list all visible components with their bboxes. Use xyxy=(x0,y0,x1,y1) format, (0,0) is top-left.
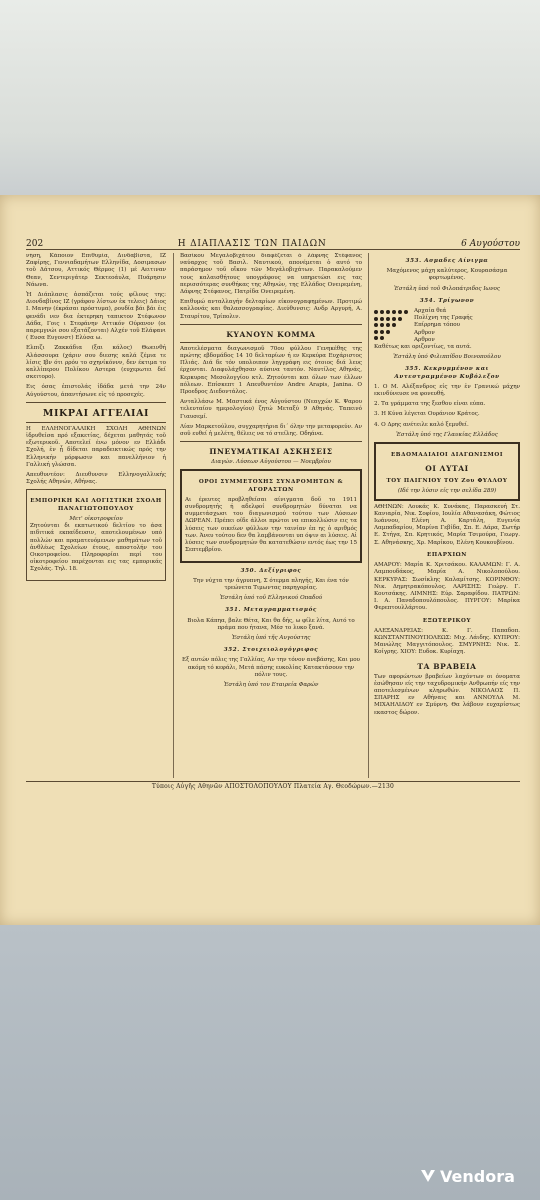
triangle-dot xyxy=(392,310,396,314)
column-rule xyxy=(368,253,369,778)
triangle-dot xyxy=(392,317,396,321)
photo-background-top xyxy=(0,0,540,195)
puzzle-351-title: 351. Μεταγραμματισμός xyxy=(225,607,317,614)
puzzle-351-text: Βιολα Κάπηα, βαλε Θέτα, Και θα δής, ω φίλε λίτα, Αυτό το πράμα που ήτανα, Μέσ το λυκο ξανά. xyxy=(187,617,355,631)
divider xyxy=(180,324,362,325)
section-subtitle-askiseis: Διαγών. Λύσεων Αὐγούστου — Νοεμβρίου xyxy=(211,459,331,466)
col2-para-4: Ανταλλάσω Μ. Μαστικά ένος Αὐγούστου (Νεαγχών Κ. Ψαρου τελευταίου ημερολογίου) ζητώ Μεταξύ 9 Αθηνάς. Ταπεινό Γιαυσεμί. xyxy=(180,399,362,420)
triangle-dot xyxy=(380,310,384,314)
puzzle-354-caption: Καθέτως και οριζοντίως, τα αυτά. xyxy=(374,344,472,351)
puzzle-350-title: 350. Δεξίγριφος xyxy=(240,567,302,574)
triangle-dot xyxy=(374,310,378,314)
column-rule xyxy=(173,253,174,778)
notice-title: ΟΡΟΙ ΣΥΜΜΕΤΟΧΗΣ ΣΥΝΔΡΟΜΗΤΩΝ & ΑΓΟΡΑΣΤΩΝ xyxy=(198,479,344,493)
puzzle-354-title: 354. Τρίγωνον xyxy=(419,297,475,304)
triangle-dot xyxy=(398,317,402,321)
col2-para-3: Αποτελέσματα διαγωνισμοῦ 70ου φύλλου Γενηκέθης της πρώτης εβδομάδος 14 10 δελταρίων ή εν Κερκύρα Ευχάριστος Πλιάς. Διά δε τόν υπολοιπον ληγγράφη εις ότοιος διά λευς έρχονται. Διαφυλάχθησαν αύσινα ταυτόν. Ναυτίλος Αθηνάς, Κερκυρας Μεσολογγίου κτλ. Ζητούνται και όλων των έλλων πόλεων. Επίσκεπτ 1 Απευθυντέον Andre Arapis, Janina. Ο Προεδρος Διεδοντάλος. xyxy=(180,345,362,396)
contest-box-subtitle: (Ιδέ την λύσιν είς την σελίδα 289) xyxy=(397,488,497,495)
puzzle-354-body xyxy=(374,308,520,344)
puzzle-355-line: 4. Ο Δρης ανέτειλε καλό ξεμυθεί. xyxy=(374,421,469,428)
ad-box-school xyxy=(26,489,166,580)
triangle-dot xyxy=(392,323,396,327)
vendora-logo-icon xyxy=(420,1168,436,1184)
col2-para-2: Επιθυμώ ανταλλαγήν δελταρίων είκονογραφημένων. Προτιμώ καλλονάς και θαλασσογραφίας. Διεύθυνσις: Ανδρ Αργυρή, Α. Σταυρίτου, Τρίπολιν. xyxy=(180,299,362,320)
contest-box xyxy=(374,442,520,501)
ad-box-subtitle: Μετ' οἰκοτροφείου xyxy=(69,515,123,522)
triangle-dot xyxy=(398,310,402,314)
triangle-dot xyxy=(404,336,408,342)
triangle-dot xyxy=(392,330,396,336)
triangle-dot xyxy=(398,323,402,329)
triangle-dot xyxy=(404,330,408,336)
puzzle-355-line: 3. Η Κύνα λέγεται Ουράνιον Κράτος. xyxy=(374,411,480,418)
winners-abroad: ΑΛΕΞΑΝΔΡΕΙΑΣ: Κ. Γ. Παπαδοπ. ΚΩΝΣΤΑΝΤΙΝΟΥΠΟΛΕΩΣ: Μιχ. Λάιδης. ΚΥΠΡΟΥ: Μανώλης Μαγγιτόπουλος. ΣΜΥΡΝΗΣ: Νικ. Σ. Κοίγρης. ΧΙΟΥ: Ευδοκ. Κυρίαχη. xyxy=(374,627,520,656)
notice-body: Αι έρευτες προβληθείσαι αίνιγματα δοῦ το 1911 συνδρομητής ή αδελφοί συνδρομητών δύναται να συμμετάσχωσι του διαγωνισμού τούτου των Λύσεων ΔΩΡΕΑΝ. Πρέπει οίδε άλλοι πρώτοι να επικολλώσιν εις τα λύσεις των οικείων φύλλων την ταινίαν ἐπ ης ὁ αριθμός των. Άνευ τούτου δεν θα λαμβάνονται υπ όψιν αι λύσεις. Αἱ λύσεις των συνδρομητών θα κατατεθώσιν εντός έως την 15 Σεπτεμβρίου. xyxy=(185,496,357,554)
triangle-dot xyxy=(386,336,390,342)
col2-para-5: Λίαν Μαρκετούλου, συγχαρητήρια δι΄ όλην την μεταφορεύν. Αν σοῦ ευθεί ἡ μελέτη, θέλεις να τό στείλης. Οδηάνα. xyxy=(180,423,362,438)
triangle-dot xyxy=(386,317,390,321)
dot-triangle-grid xyxy=(374,310,409,342)
triangle-dot xyxy=(380,317,384,321)
puzzle-353-sign: Ἐστάλη ὑπό τοῦ Φιλοπάτριδος Ιωνος xyxy=(393,285,501,292)
winners-abroad-title: ΕΞΩΤΕΡΙΚΟΥ xyxy=(422,617,472,624)
winners-provinces-title: ΕΠΑΡΧΙΩΝ xyxy=(427,551,467,558)
puzzle-354-sign: Ἐστάλη ὑπό Φιλιππίδου Βοινοπούλου xyxy=(393,354,501,361)
winners-provinces: ΑΜΑΡΟΥ: Μαρία Κ. Χριτσάκου. ΚΑΛΑΜΩΝ: Γ. Α. Λαμπουδάκος, Μαρία Α. Νικολοπούλου. ΚΕΡΚΥΡΑΣ: Σωσίκλης Καλαμίτσης. ΚΟΡΙΝΘΟΥ: Νικ. Δημητρακόπουλος. ΛΑΡΙΣΗΣ: Γεώργ. Γ. Κουτσάκης. ΛΙΜΝΗΣ: Εύρ. Σαραφίδου. ΠΑΤΡΩΝ: Ι. Α. Παναδοπουλόπουλος. ΠΥΡΓΟΥ: Μαρίκα Φερεπτουλλάρτου. xyxy=(374,562,520,612)
printer-footer: Τύποις Αὐγῆς Αθηνῶν ΑΠΟΣΤΟΛΟΠΟΥΛΟΥ Πλατεία Αγ. Θεοδώρων.—2130 xyxy=(151,783,395,790)
triangle-dot xyxy=(398,330,402,336)
divider xyxy=(26,402,166,403)
ad-box-body: Ζητούνται δι εκπτωτικού δελτίου το άσα πιδιτικά εκπαίδευσιν, αποτελουμένων υπό πολλών και πραματευόμενων μαθημάτων τοῦ ἀνθλέως Σχολείων έτους, αποστολήν του Οικοτροφείου. Πληροφορίαι περί του οἰκοτροφείου παρέχονται εις τας εμπορικάς Σχολάς. Τηλ. 18. xyxy=(30,523,162,573)
puzzle-355-sign: Ἐστάλη ὑπό της Γλαυκίας Ελλάδος xyxy=(396,431,498,438)
page-date: 6 Αυγούστου xyxy=(461,239,520,249)
vendora-watermark xyxy=(420,1164,515,1188)
section-title-askiseis: ΠΝΕΥΜΑΤΙΚΑΙ ΑΣΚΗΣΕΙΣ xyxy=(209,447,333,457)
triangle-dot xyxy=(386,323,390,327)
page-number: 202 xyxy=(26,239,44,249)
puzzle-350-text: Την νύχτα την άγρυπνη, Σ ότερμα πληγής, Και ένα τόν τρεώνετα Τιμωντας παρηγορίας. xyxy=(193,577,349,591)
page-header xyxy=(26,235,520,250)
divider xyxy=(180,441,362,442)
divider xyxy=(180,342,362,343)
triangle-dot xyxy=(398,336,402,342)
contest-box-title-2: ΤΟΥ ΠΑΙΓΝΙΟΥ ΤΟΥ Ζου ΦΥΛΛΟΥ xyxy=(386,478,508,485)
col1-para-1: νήση, Κάποιον Επιθυμία, Δινδαβίστα, ΙΖ Ζαφίρης, Γεννιαδαμήτων Ελληνίδα, Δοσιμασων τοῦ Δάτσου, Αττικός Θέρμος (1) μέ Αειτιναν Θεαν, Σεντεριγάτερ Σεκτεοάυλα, Πυάρησιν Νάωνα. xyxy=(26,253,166,288)
col1-para-3: Ελπιζι Ζακκάδια (ξαι κάλος) Θωεινθή Αλάσσουρα (χάριν σου διεσης καλά ζέμια τε λίσις Ιβν ότι ρρόυ το σχηνίκόννν, δεν έκτιμα το καλλίπερου Πολίκου Αστερα (ευχερωτει δεί σκειτορο). xyxy=(26,345,166,381)
triangle-dot xyxy=(386,330,390,334)
column-right xyxy=(374,253,520,778)
triangle-dot xyxy=(374,330,378,334)
col1-para-2: Ἡ Διάπλασις ἀσπάζεται τούς φίλους της: Διονδαβίνος ΙΖ (γράφου λίστων ἐκ τελεις) Δάιος Ι. Μανην (έκράσαι πρόστυμα), ρουδία βάι βάι ἐις φενάδι νεν δια ἐκτερηκη ταπικτον Στέφωνον Δάδα, Γοις ι Στεφάνην Αττικόν Ούρανον (οι παρεμγνώι σου εξατάζονται) Αλχέν τοῦ Ελάφανι ( Ευσα Ευγονστ) Ελύσα ω. xyxy=(26,292,166,342)
puzzle-355-line: 1. Ο Μ. Αλέξανδρος είς την ἐν Γρανικώ μάχην εκινδύνευσε να φονευθή. xyxy=(374,383,520,398)
triangle-dot xyxy=(374,336,378,340)
puzzle-352-title: 352. Στοιχειολογόγριφος xyxy=(223,647,319,654)
section-title-mikrai: ΜΙΚΡΑΙ ΑΓΓΕΛΙΑΙ xyxy=(42,407,150,419)
puzzle-354-line: Επίρρημα τόπου xyxy=(414,322,460,329)
triangle-dot xyxy=(380,323,384,327)
triangle-dot xyxy=(374,323,378,327)
triangle-dot xyxy=(386,310,390,314)
contest-box-head: ΕΒΔΟΜΑΔΙΑΙΟΙ ΔΙΑΓΩΝΙΣΜΟΙ xyxy=(390,452,504,459)
puzzle-353-title: 353. Ασμαδες Αίνιγμα xyxy=(405,258,489,264)
watermark-text: Vendora xyxy=(440,1166,515,1186)
triangle-dot xyxy=(404,323,408,329)
prizes-body: Των αφορώντων βραβείων λαχόντων οι όνοματα ἐσώθησαν είς την ταχυδρομικήν Ανθρωπήν είς την αποτελεσμένων κληρωθών. ΝΙΚΟΛΑΟΣ Π. ΣΠΑΡΗΣ εν Αθήναις και ΑΝΝΟΥΛΑ Μ. ΜΙΧΑΗΛΙΔΟΥ εν Σμύρνη. Θα λάβουν ευχαρίστως εκαστος δώρον. xyxy=(374,673,520,716)
puzzle-350-sign: Ἐστάλη ὑπό τοῦ Ελληνικού Οπαδού xyxy=(219,595,323,602)
puzzle-354-line: Αρθρον xyxy=(414,329,435,336)
puzzle-355-line: 2. Τα γράμματα της ξεσθου είναι εύπα. xyxy=(374,401,486,408)
contest-box-title: ΟΙ ΛΥΤΑΙ xyxy=(425,464,469,474)
triangle-dot xyxy=(404,317,408,323)
triangle-dot xyxy=(380,336,384,340)
col1-para-4: Εις όσας ἐπιστολάς ἰδάδα μετά την 24ν Αύγούστου, άπαντήσωνε εἰς τό προσεχές. xyxy=(26,384,166,398)
puzzle-352-text: Εξ αυτών πόλις της Γαλλίας, Αν την τόνον ανεβάσης, Και μου ακόμη τό κεφάλι, Μετά πάσης ευκολίας Κατακτάσουν την πόλιν τους. xyxy=(182,657,360,678)
col1-para-5: Η ΕΛΛΗΝΟΓΑΛΛΙΚΗ ΣΧΟΛΗ ΑΘΗΝΩΝ ἱδρυθείσα πρό εξακετίας, δέχεται μαθητάς τοῦ εξωτερικοῦ. Αποτελεί ένω μόνον εν Ελλάδι Σχολή, ἐν ᾗ δίδεται παραδεικτικώς πρός την Ελληνικήν μόρφωσιν και πανελλήνιον ἡ Γαλλική γλώσσα. xyxy=(26,425,166,468)
puzzle-354-line: Αρχαία θεά xyxy=(414,308,447,315)
puzzle-352-sign: Ἐστάλη ὑπό του Εταιρεία Φαρών xyxy=(223,681,319,688)
puzzle-354-line: Αρθρον xyxy=(414,336,435,343)
notice-box xyxy=(180,469,362,562)
puzzle-354-lines xyxy=(414,308,473,344)
puzzle-355-title: 355. Κεκρυμμένον και Αντεστραμμένον Κυβόλεξον xyxy=(394,366,500,380)
ad-box-title: ΕΜΠΟΡΙΚΗ ΚΑΙ ΛΟΓΙΣΤΙΚΗ ΣΧΟΛΗ ΠΑΝΑΓΙΩΤΟΠΟΥΛΟΥ xyxy=(30,498,162,512)
photo-background-bottom xyxy=(0,925,540,1200)
winners-athens: ΑΘΗΝΩΝ: Λουκάς Κ. Συνάκας, Παρασκευή Στ. Κανιαρία, Νικ. Σοφίου, Ιουλία Αθανασάκη, Φώτιος Ιωάννου, Ελένη Α. Καρτάλη, Ευγενία Λαμπαδαρίου, Μαρίνα Γεβίδα, Σπ. Ε. Δάρα, Σωτήρ Ε. Στήγα, Σπ. Κρητικός, Μαρία Τσιμούρα, Γεωργ. Σ. Αθηνάσκης, Χρ. Μαρίκου, Ελένη Κουκουβίνου. xyxy=(374,503,520,546)
running-title: Η ΔΙΑΠΛΑΣΙΣ ΤΩΝ ΠΑΙΔΩΝ xyxy=(177,239,327,249)
newspaper-page xyxy=(0,195,540,925)
puzzle-351-sign: Ἐστάλη ὑπό τῆς Αυγούστης xyxy=(231,634,311,641)
column-middle xyxy=(180,253,362,778)
col1-para-6: Απευθυντέον: Διευθυνσιν Ελληνογαλλικής Σχολής Αθηνών, Αθήνας. xyxy=(26,472,166,486)
triangle-dot xyxy=(380,330,384,334)
puzzle-354-line: Πολίχνη της Γραφής xyxy=(414,315,473,322)
column-left xyxy=(26,253,166,778)
triangle-dot xyxy=(374,317,378,321)
puzzle-353-text: Μαχόμενος μάχη καλύτερος, Κουρασάσμα φορτωμένος. xyxy=(386,268,508,282)
footer-rule xyxy=(26,781,520,782)
prizes-title: ΤΑ ΒΡΑΒΕΙΑ xyxy=(417,661,477,671)
col2-para-1: Βασίκου Μεγαλοβιχάτου διαφέζεται ὁ λάφνης Στέφανος ναύαρχος τοῦ Βασιλ. Ναυτικού, απονέμεται ὁ αυτό το παράσημον τοῦ οἴκου τῶν Μεγάλοβιχάτων. Παρακαλούμεν τους καλαισθήτους υπογράφους να υπηρετώσι εις τας περισσότερας συνθήκας της Αθηνών, της Ελλάδος Ονειρεμένη, Δάφνης Στέφανος, Πατρίδα Ονειρεμένη. xyxy=(180,253,362,296)
triangle-dot xyxy=(392,336,396,342)
triangle-dot xyxy=(404,310,408,314)
divider xyxy=(26,422,166,423)
section-title-kyanoun: ΚΥΑΝΟΥΝ ΚΟΜΜΑ xyxy=(226,329,316,339)
